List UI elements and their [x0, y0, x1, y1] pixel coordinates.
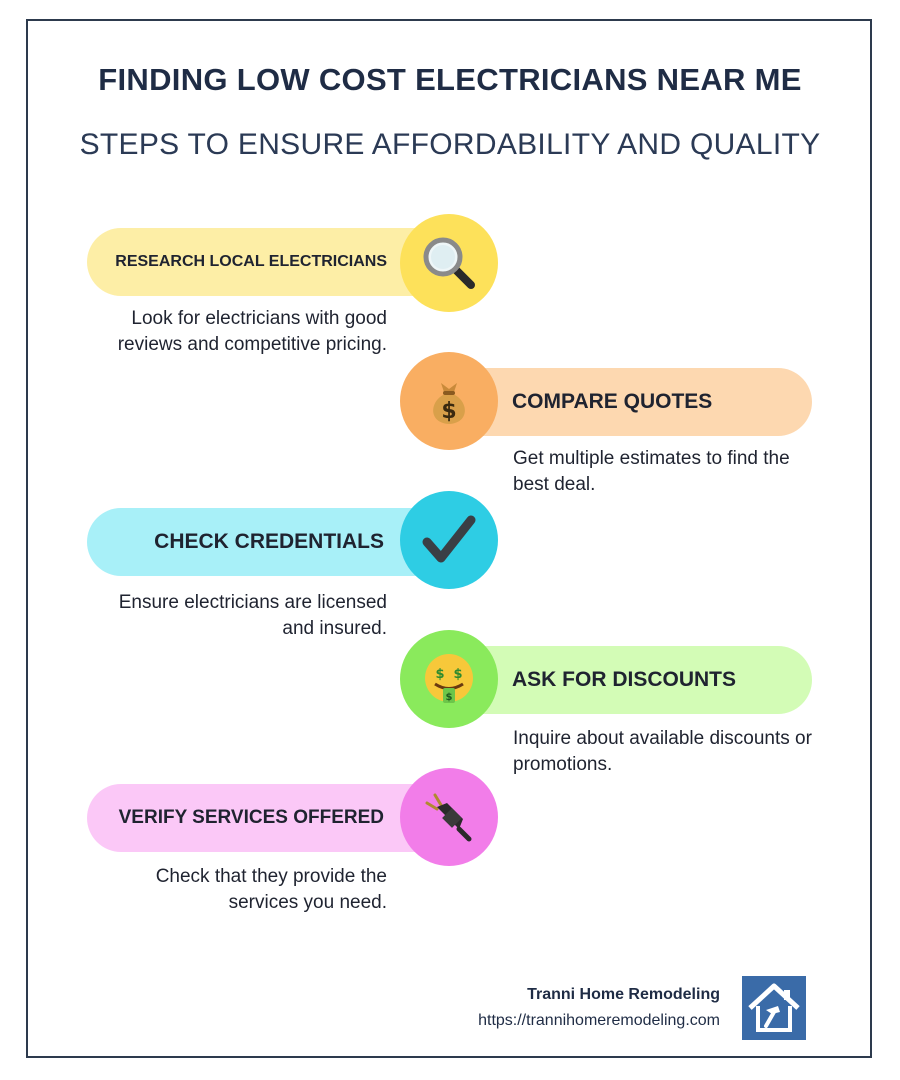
step-4-circle — [400, 630, 498, 728]
step-1-description: Look for electricians with good reviews and competitive pricing. — [117, 308, 387, 355]
step-2-description: Get multiple estimates to find the best deal. — [513, 448, 790, 495]
svg-text:$: $ — [445, 692, 453, 703]
step-3-circle — [400, 491, 498, 589]
footer-company-name: Tranni Home Remodeling — [527, 986, 720, 1003]
page-title: FINDING LOW COST ELECTRICIANS NEAR ME — [98, 62, 802, 97]
svg-text:$: $ — [435, 667, 445, 682]
money-mouth-face-icon — [421, 651, 477, 707]
step-2-pill — [450, 368, 812, 436]
step-1-label: RESEARCH LOCAL ELECTRICIANS — [115, 253, 387, 270]
step-5-label: VERIFY SERVICES OFFERED — [118, 807, 384, 828]
step-3-pill — [87, 508, 447, 576]
magnifying-glass-icon — [419, 233, 479, 293]
svg-text:$: $ — [441, 399, 457, 424]
step-5-pill — [87, 784, 447, 852]
page-subtitle: STEPS TO ENSURE AFFORDABILITY AND QUALITY — [79, 128, 821, 161]
step-5-description: Check that they provide the services you need. — [155, 866, 387, 913]
step-2-circle — [400, 352, 498, 450]
step-4-pill — [450, 646, 812, 714]
svg-text:$: $ — [453, 667, 463, 682]
money-bag-icon — [421, 373, 477, 429]
check-mark-icon — [421, 512, 477, 568]
step-4-label: ASK FOR DISCOUNTS — [512, 668, 737, 691]
step-5-circle — [400, 768, 498, 866]
electric-plug-icon — [421, 789, 477, 845]
step-3-description: Ensure electricians are licensed and insured. — [118, 592, 387, 639]
step-4-description: Inquire about available discounts or promotions. — [513, 728, 812, 775]
step-3-label: CHECK CREDENTIALS — [154, 530, 384, 553]
footer-website-link[interactable]: https://trannihomeremodeling.com — [478, 1012, 720, 1029]
step-2-label: COMPARE QUOTES — [512, 390, 713, 413]
house-hammer-logo-icon — [742, 976, 806, 1040]
step-1-pill — [87, 228, 447, 296]
step-1-circle — [400, 214, 498, 312]
